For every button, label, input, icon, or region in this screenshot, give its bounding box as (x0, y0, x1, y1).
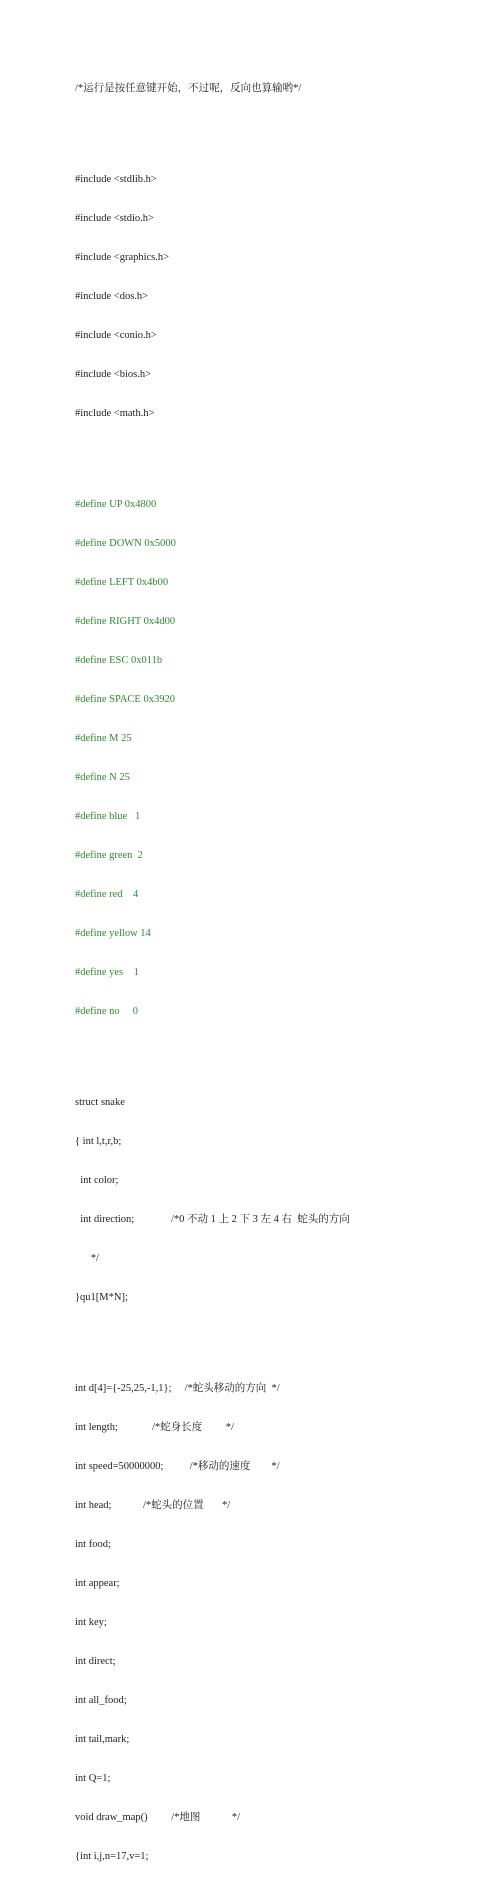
struct-line: }qu1[M*N]; (75, 1292, 128, 1303)
include-line: #include <graphics.h> (75, 252, 170, 263)
define-line: #define UP 0x4800 (75, 499, 157, 510)
define-line: #define SPACE 0x3920 (75, 694, 175, 705)
struct-line: struct snake (75, 1097, 125, 1108)
struct-line: int color; (75, 1175, 119, 1186)
define-line: #define yes 1 (75, 967, 139, 978)
code-line: int direct; (75, 1656, 116, 1667)
include-line: #include <conio.h> (75, 330, 157, 341)
blank-line (75, 1330, 485, 1343)
code-line: int tail,mark; (75, 1734, 130, 1745)
define-line: #define ESC 0x011b (75, 655, 163, 666)
include-line: #include <stdlib.h> (75, 174, 157, 185)
include-line: #include <dos.h> (75, 291, 149, 302)
blank-line (75, 446, 485, 459)
code-block (75, 56, 485, 1889)
define-line: #define LEFT 0x4b00 (75, 577, 169, 588)
define-line: #define red 4 (75, 889, 139, 900)
code-line: int key; (75, 1617, 107, 1628)
code-line: int Q=1; (75, 1773, 111, 1784)
code-line: int appear; (75, 1578, 120, 1589)
include-line: #include <bios.h> (75, 369, 152, 380)
struct-line: */ (75, 1253, 99, 1264)
top-comment: /*运行是按任意键开始，不过呢，反向也算输哟*/ (75, 83, 302, 94)
struct-line: { int l,t,r,b; (75, 1136, 122, 1147)
define-line: #define yellow 14 (75, 928, 151, 939)
include-line: #include <math.h> (75, 408, 155, 419)
define-line: #define blue 1 (75, 811, 141, 822)
code-line: int food; (75, 1539, 111, 1550)
define-line: #define green 2 (75, 850, 143, 861)
code-line: int length; /*蛇身长度 */ (75, 1422, 234, 1433)
code-line: int head; /*蛇头的位置 */ (75, 1500, 231, 1511)
define-line: #define DOWN 0x5000 (75, 538, 176, 549)
define-line: #define no 0 (75, 1006, 138, 1017)
define-line: #define M 25 (75, 733, 132, 744)
code-line: int speed=50000000; /*移动的速度 */ (75, 1461, 280, 1472)
code-line: void draw_map() /*地图 */ (75, 1812, 241, 1823)
include-line: #include <stdio.h> (75, 213, 154, 224)
code-line: int all_food; (75, 1695, 127, 1706)
blank-line (75, 1044, 485, 1057)
define-line: #define RIGHT 0x4d00 (75, 616, 176, 627)
blank-line (75, 121, 485, 134)
code-line: int d[4]={-25,25,-1,1}; /*蛇头移动的方向 */ (75, 1383, 280, 1394)
code-line: {int i,j,n=17,v=1; (75, 1851, 149, 1862)
define-line: #define N 25 (75, 772, 130, 783)
struct-line: int direction; /*0 不动 1 上 2 下 3 左 4 右 蛇头的方向 (75, 1214, 350, 1225)
